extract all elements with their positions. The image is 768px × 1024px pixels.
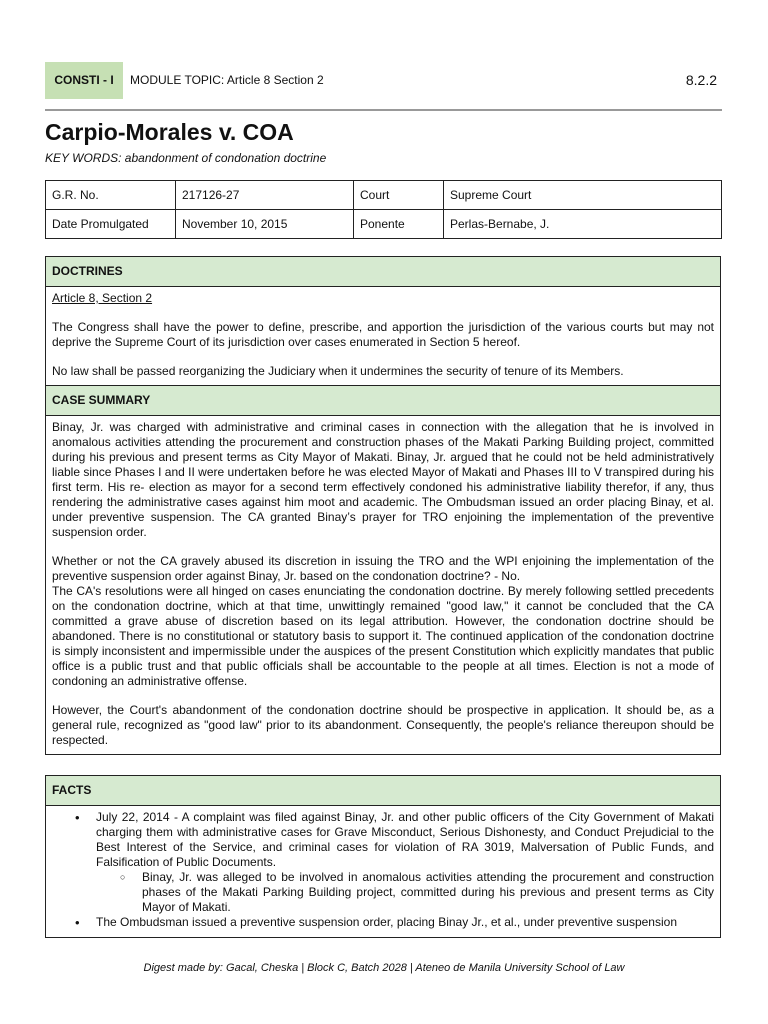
case-title: Carpio-Morales v. COA <box>45 119 294 145</box>
ruling-paragraph: The CA's resolutions were all hinged on cases enunciating the condonation doctrine. By merely following settled precedents on the condonation doctrine, which at that time, unwittingly remained "good law," it cannot be concluded that the CA committed a grave abuse of discretion based on its legal attribution. However, the condonation doctrine should be abandoned. There is no constitutional or statutory basis to support it. The continued application of the condonation doctrine is simply inconsistent and impermissible under the auspices of the present Constitution which explicitly mandates that public office is a public trust and that public officials shall be accountable to the people at all times. Election is not a mode of condoning an administrative offense. <box>52 584 714 688</box>
table-row <box>46 181 722 210</box>
gr-label: G.R. No. <box>46 181 176 210</box>
issue-paragraph: Whether or not the CA gravely abused its discretion in issuing the TRO and the WPI enjoining the implementation of the preventive suspension order against Binay, Jr. based on the condonation doctrine? - No. <box>52 554 714 583</box>
header-divider <box>45 109 722 111</box>
ponente-value: Perlas-Bernabe, J. <box>444 210 722 239</box>
doctrines-body <box>46 287 720 385</box>
facts-section <box>45 775 721 938</box>
facts-list <box>52 810 714 930</box>
doctrine-article-ref: Article 8, Section 2 <box>52 291 153 305</box>
facts-heading: FACTS <box>46 776 720 806</box>
doctrine-paragraph: No law shall be passed reorganizing the Judiciary when it undermines the security of tenure of its Members. <box>52 364 624 378</box>
summary-paragraph: However, the Court's abandonment of the condonation doctrine should be prospective in application. It should be, as a general rule, recognized as "good law" prior to its abandonment. Consequently, the people's reliance thereupon should be respected. <box>52 703 714 747</box>
case-summary-heading: CASE SUMMARY <box>46 385 720 416</box>
facts-sublist <box>96 870 714 915</box>
list-item <box>96 810 714 915</box>
page-number: 8.2.2 <box>685 72 717 88</box>
doctrine-paragraph: The Congress shall have the power to define, prescribe, and apportion the jurisdiction of the various courts but may not deprive the Supreme Court of its jurisdiction over cases enumerated in Section 5 hereof. <box>52 320 714 349</box>
page-footer: Digest made by: Gacal, Cheska | Block C, Batch 2028 | Ateneo de Manila University School of Law <box>143 962 625 974</box>
court-value: Supreme Court <box>444 181 722 210</box>
doctrines-section <box>45 256 721 755</box>
table-row <box>46 210 722 239</box>
ponente-label: Ponente <box>354 210 444 239</box>
list-item: • The Ombudsman issued a preventive suspension order, placing Binay Jr., et al., under preventive suspension <box>96 915 714 930</box>
doctrines-heading: DOCTRINES <box>46 257 720 287</box>
gr-value: 217126-27 <box>176 181 354 210</box>
date-value: November 10, 2015 <box>176 210 354 239</box>
list-item: ○ Binay, Jr. was alleged to be involved in anomalous activities attending the procurement and construction phases of the Makati Parking Building project, committed during his previous and present terms as City Mayor of Makati. <box>142 870 714 915</box>
module-badge: CONSTI - I <box>45 62 123 99</box>
date-label: Date Promulgated <box>46 210 176 239</box>
fact-text: July 22, 2014 - A complaint was filed against Binay, Jr. and other public officers of the City Government of Makati charging them with administrative cases for Grave Misconduct, Serious Dishonesty, and Conduct Prejudicial to the Best Interest of the Service, and criminal cases for violation of RA 3019, Malversation of Public Funds, and Falsification of Public Documents. <box>96 810 714 869</box>
case-info-table <box>45 180 722 239</box>
facts-body <box>46 806 720 936</box>
module-topic: MODULE TOPIC: Article 8 Section 2 <box>130 73 324 87</box>
summary-paragraph: Binay, Jr. was charged with administrative and criminal cases in connection with the allegation that he is involved in anomalous activities attending the procurement and construction phases of the Makati Parking Building project, committed during his previous and present terms as City Mayor of Makati. Binay, Jr. argued that he could not be held administratively liable since Phases I and II were undertaken before he was elected Mayor of Makati and Phases III to V transpired during his first term. His re- election as mayor for a second term effectively condoned his administrative liability therefor, if any, thus rendering the administrative cases against him moot and academic. The Ombudsman issued an order placing Binay, et al. under preventive suspension. The CA granted Binay’s prayer for TRO enjoining the implementation of the preventive suspension order. <box>52 420 714 539</box>
page-header <box>45 62 720 100</box>
case-keywords: KEY WORDS: abandonment of condonation doctrine <box>45 151 327 165</box>
case-summary-body <box>46 416 720 754</box>
court-label: Court <box>354 181 444 210</box>
